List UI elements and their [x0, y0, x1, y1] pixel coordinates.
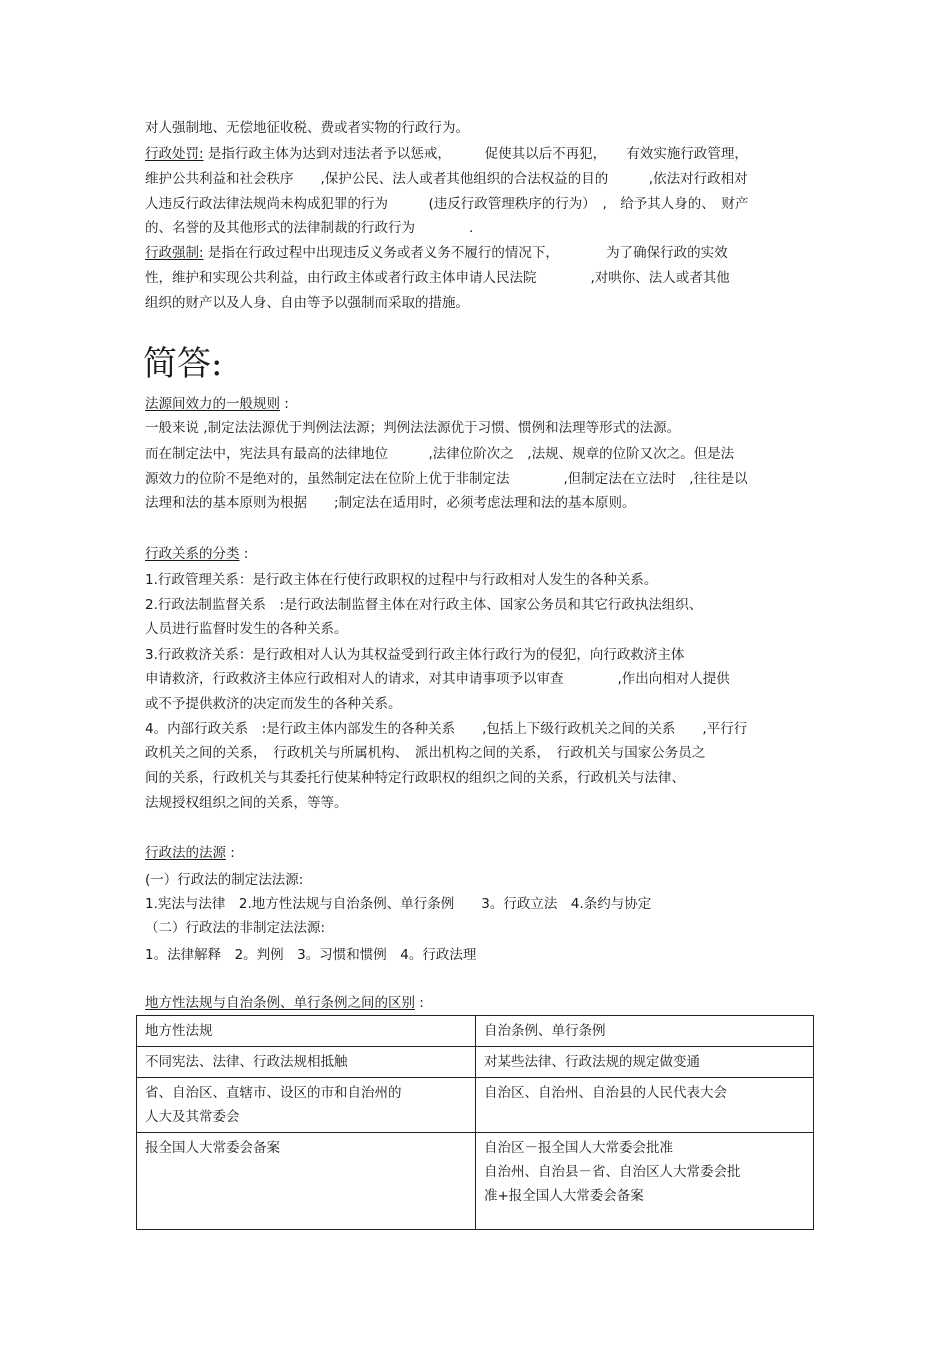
- subheading-line: [145, 395, 289, 413]
- text-line: 人员进行监督时发生的各种关系。: [145, 621, 348, 637]
- text-line: 2.行政法制监督关系 :是行政法制监督主体在对行政主体、国家公务员和其它行政执法组织、: [145, 597, 703, 613]
- table-cell: 不同宪法、法律、行政法规相抵触: [137, 1047, 476, 1078]
- subheading-line: [145, 844, 235, 862]
- subheading-guanxi: 行政关系的分类: [145, 546, 240, 562]
- text-line: (一）行政法的制定法法源:: [145, 872, 304, 888]
- text-line: 申请救济，行政救济主体应行政相对人的请求，对其申请事项予以审查 ,作出向相对人提供: [145, 671, 730, 687]
- text-line: 1.行政管理关系：是行政主体在行使行政职权的过程中与行政相对人发生的各种关系。: [145, 572, 658, 588]
- subheading-line: [145, 545, 248, 563]
- text-line: 对人强制地、无偿地征收税、费或者实物的行政行为。: [145, 120, 469, 136]
- text-line: 法规授权组织之间的关系，等等。: [145, 795, 348, 811]
- text-line: 1.宪法与法律 2.地方性法规与自治条例、单行条例 3。行政立法 4.条约与协定: [145, 896, 652, 912]
- cell-line: 自治区－报全国人大常委会批准: [484, 1140, 673, 1156]
- text-line: 政机关之间的关系， 行政机关与所属机构、 派出机构之间的关系， 行政机关与国家公务员之: [145, 745, 706, 761]
- table-cell: [137, 1078, 476, 1133]
- table-row: [137, 1133, 814, 1230]
- text-line: 人违反行政法律法规尚未构成犯罪的行为 (违反行政管理秩序的行为） , 给予其人身的、 财产: [145, 196, 749, 212]
- table-row: [137, 1016, 814, 1047]
- table-cell: 对某些法律、行政法规的规定做变通: [476, 1047, 814, 1078]
- text-line: 1。法律解释 2。判例 3。习惯和惯例 4。行政法理: [145, 947, 477, 963]
- text-line: 间的关系，行政机关与其委托行使某种特定行政职权的组织之间的关系，行政机关与法律、: [145, 770, 685, 786]
- section-heading-jianda: 简答:: [143, 344, 223, 384]
- text-line: 的、名誉的及其他形式的法律制裁的行政行为 .: [145, 220, 474, 236]
- table-cell: [476, 1133, 814, 1230]
- colon: :: [239, 546, 249, 562]
- text-line: 而在制定法中，宪法具有最高的法律地位 ,法律位阶次之 ,法规、规章的位阶又次之。但是法: [145, 446, 735, 462]
- text-fragment: 是指在行政过程中出现违反义务或者义务不履行的情况下， 为了确保行政的实效: [203, 245, 728, 261]
- text-line: 组织的财产以及人身、自由等予以强制而采取的措施。: [145, 295, 469, 311]
- text-line: 源效力的位阶不是绝对的，虽然制定法在位阶上优于非制定法 ,但制定法在立法时 ,往往是以: [145, 471, 748, 487]
- table-cell: 自治条例、单行条例: [476, 1016, 814, 1047]
- text-line: 或不予提供救济的决定而发生的各种关系。: [145, 696, 402, 712]
- table-cell: 自治区、自治州、自治县的人民代表大会: [476, 1078, 814, 1133]
- subheading-fayuan: 行政法的法源: [145, 845, 226, 861]
- term-xingzheng-qiangzhi: 行政强制:: [145, 245, 204, 261]
- subheading-xiaoli: 法源间效力的一般规则: [145, 396, 280, 412]
- table-row: [137, 1047, 814, 1078]
- term-xingzheng-chufa: 行政处罚:: [145, 146, 204, 162]
- table-cell: 报全国人大常委会备案: [137, 1133, 476, 1230]
- cell-line: 人大及其常委会: [145, 1109, 240, 1125]
- cell-line: 省、自治区、直辖市、设区的市和自治州的: [145, 1085, 402, 1101]
- colon: :: [415, 995, 424, 1011]
- table-cell: 地方性法规: [137, 1016, 476, 1047]
- comparison-table: [136, 1015, 814, 1230]
- text-line: 法理和法的基本原则为根据 ;制定法在适用时，必须考虑法理和法的基本原则。: [145, 495, 636, 511]
- text-line: 性，维护和实现公共利益，由行政主体或者行政主体申请人民法院 ,对哄你、法人或者其他: [145, 270, 730, 286]
- text-line: 一般来说 ,制定法法源优于判例法法源；判例法法源优于习惯、惯例和法理等形式的法源。: [145, 420, 681, 436]
- text-fragment: 是指行政主体为达到对违法者予以惩戒， 促使其以后不再犯， 有效实施行政管理，: [203, 146, 748, 162]
- table-row: [137, 1078, 814, 1133]
- colon: :: [226, 845, 235, 861]
- text-line: 4。内部行政关系 :是行政主体内部发生的各种关系 ,包括上下级行政机关之间的关系 ,平行行: [145, 721, 748, 737]
- cell-line: 自治州、自治县－省、自治区人大常委会批: [484, 1164, 741, 1180]
- cell-line: 准+报全国人大常委会备案: [484, 1188, 644, 1204]
- subheading-line: [145, 994, 424, 1012]
- text-line: 维护公共利益和社会秩序 ,保护公民、法人或者其他组织的合法权益的目的 ,依法对行政相对: [145, 171, 748, 187]
- chufa-definition-line: [145, 145, 748, 163]
- colon: :: [280, 396, 289, 412]
- text-line: 3.行政救济关系：是行政相对人认为其权益受到行政主体行政行为的侵犯，向行政救济主体: [145, 647, 685, 663]
- qiangzhi-definition-line: [145, 244, 728, 262]
- subheading-qubie: 地方性法规与自治条例、单行条例之间的区别: [145, 995, 415, 1011]
- text-line: （二）行政法的非制定法法源:: [145, 920, 326, 936]
